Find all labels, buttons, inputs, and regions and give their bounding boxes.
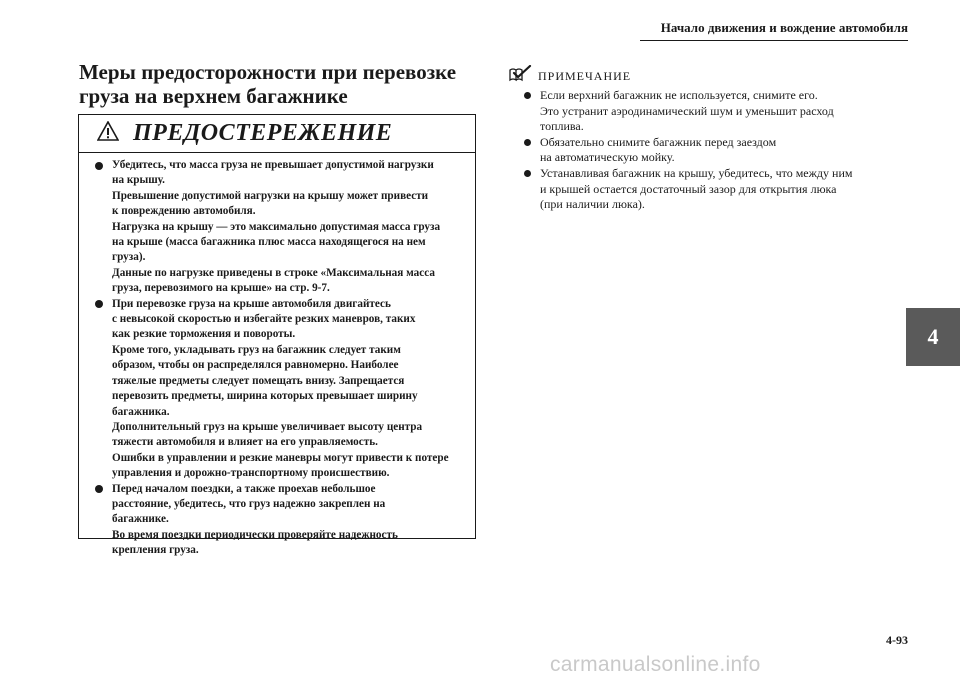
text-line: Если верхний багажник не используется, снимите его. — [540, 88, 818, 102]
chapter-tab: 4 — [906, 308, 960, 366]
section-title-line: Меры предосторожности при перевозке — [79, 60, 457, 84]
header-rule — [640, 40, 908, 41]
bullet-icon — [95, 162, 103, 170]
watermark: carmanualsonline.info — [550, 653, 761, 676]
text-line: и крышей остается достаточный зазор для открытия люка — [540, 181, 837, 196]
text-line: Дополнительный груз на крыше увеличивает высоту центра — [112, 420, 423, 433]
warning-item-text — [112, 158, 465, 297]
warning-item-text — [112, 482, 465, 559]
note-item-text — [540, 135, 888, 166]
section-title — [79, 60, 469, 108]
note-box — [508, 67, 888, 213]
bullet-icon — [95, 485, 103, 493]
warning-body — [79, 153, 475, 559]
text-line: Превышение допустимой нагрузки на крышу может привести — [112, 189, 429, 202]
text-line: При перевозке груза на крыше автомобиля двигайтесь — [112, 297, 391, 310]
note-check-icon — [508, 65, 532, 87]
text-line: как резкие торможения и повороты. — [112, 328, 296, 341]
text-line: Убедитесь, что масса груза не превышает допустимой нагрузки — [112, 159, 434, 171]
text-line: перевозить предметы, ширина которых превышает ширину — [112, 390, 418, 403]
page-number: 4-93 — [886, 633, 908, 647]
text-line: Обязательно снимите багажник перед заездом — [540, 134, 777, 149]
bullet-icon — [95, 300, 103, 308]
text-line: на крыше (масса багажника плюс масса находящегося на нем — [112, 236, 426, 249]
text-line: Это устранит аэродинамический шум и уменьшит расход — [540, 103, 834, 118]
text-line: Кроме того, укладывать груз на багажник следует таким — [112, 343, 401, 356]
text-line: к повреждению автомобиля. — [112, 205, 256, 218]
text-line: топлива. — [540, 119, 584, 134]
text-line: Данные по нагрузке приведены в строке «Максимальная масса — [112, 266, 435, 279]
note-item-text — [540, 166, 888, 213]
warning-title: ПРЕДОСТЕРЕЖЕНИЕ — [133, 120, 393, 146]
text-line: на автоматическую мойку. — [540, 150, 675, 165]
text-line: образом, чтобы он распределялся равномерно. Наиболее — [112, 359, 399, 372]
page-header-title: Начало движения и вождение автомобиля — [660, 20, 908, 35]
text-line: управления и дорожно-транспортному происшествию. — [112, 467, 390, 480]
text-line: расстояние, убедитесь, что груз надежно закреплен на — [112, 497, 386, 510]
text-line: багажника. — [112, 405, 170, 418]
warning-item — [95, 158, 465, 297]
warning-item — [95, 297, 465, 482]
warning-box — [78, 114, 476, 557]
text-line: (при наличии люка). — [540, 197, 645, 212]
bullet-icon — [524, 139, 531, 146]
warning-triangle-icon — [97, 121, 119, 146]
warning-item — [95, 482, 465, 559]
text-line: груза). — [112, 251, 146, 264]
warning-header — [79, 115, 475, 153]
note-item — [524, 166, 888, 213]
note-body — [508, 88, 888, 213]
text-line: Во время поездки периодически проверяйте надежность — [112, 528, 398, 541]
text-line: на крышу. — [112, 174, 165, 187]
note-item — [524, 135, 888, 166]
text-line: тяжелые предметы следует помещать внизу. Запрещается — [112, 374, 405, 387]
text-line: тяжести автомобиля и влияет на его управляемость. — [112, 436, 378, 449]
note-item-text — [540, 88, 888, 135]
text-line: Устанавливая багажник на крышу, убедитесь, что между ним — [540, 165, 853, 180]
bullet-icon — [524, 92, 531, 99]
text-line: Перед началом поездки, а также проехав небольшое — [112, 482, 376, 495]
text-line: багажнике. — [112, 513, 169, 526]
section-title-line: груза на верхнем багажнике — [79, 84, 348, 108]
text-line: с невысокой скоростью и избегайте резких маневров, таких — [112, 313, 416, 326]
note-header — [508, 67, 888, 85]
text-line: Нагрузка на крышу — это максимально допустимая масса груза — [112, 220, 441, 233]
bullet-icon — [524, 170, 531, 177]
note-item — [524, 88, 888, 135]
warning-item-text — [112, 297, 465, 482]
text-line: груза, перевозимого на крыше» на стр. 9-7. — [112, 282, 330, 295]
text-line: крепления груза. — [112, 544, 199, 557]
text-line: Ошибки в управлении и резкие маневры могут привести к потере — [112, 451, 449, 464]
note-title: ПРИМЕЧАНИЕ — [538, 68, 632, 83]
